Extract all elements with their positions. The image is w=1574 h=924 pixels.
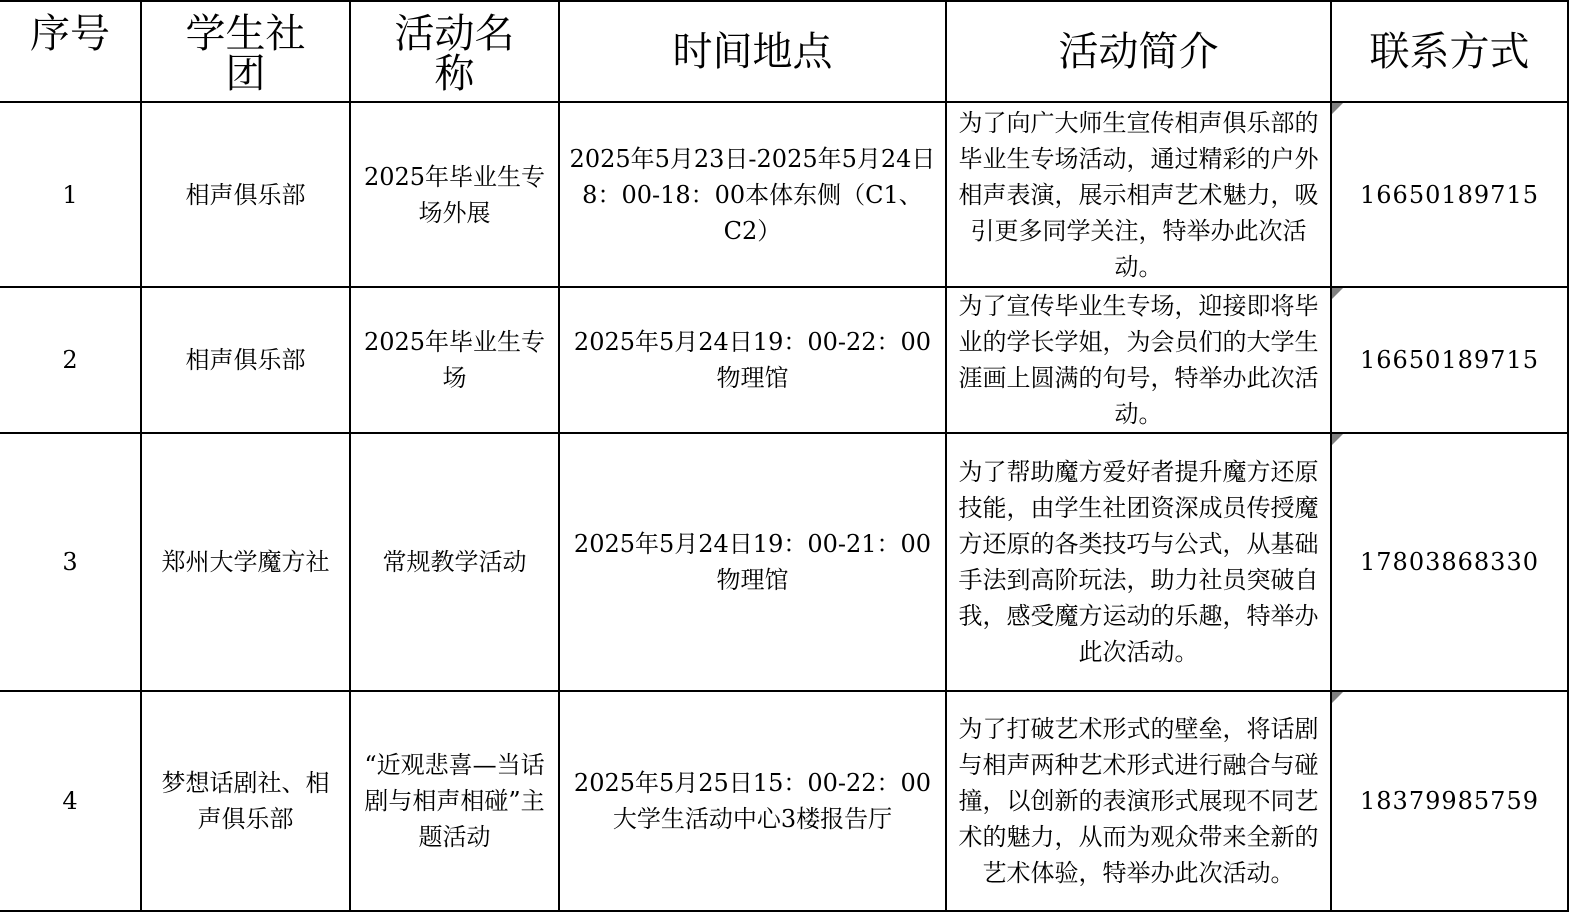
contact-value: 16650189715: [1360, 346, 1539, 374]
header-contact-label: 联系方式: [1369, 28, 1530, 75]
cell-club[interactable]: [141, 691, 350, 911]
intro-value: 为了宣传毕业生专场，迎接即将毕业的学长学姐，为会员们的大学生涯画上圆满的句号，特举办此次活动。: [958, 292, 1319, 428]
header-activity-label: 活动名称: [394, 11, 515, 97]
cell-time-place[interactable]: [559, 102, 946, 287]
comment-indicator-icon[interactable]: [1332, 692, 1343, 703]
cell-club[interactable]: [141, 287, 350, 433]
header-club-label: 学生社团: [185, 11, 306, 97]
header-time-place[interactable]: [559, 1, 946, 102]
cell-club[interactable]: [141, 433, 350, 691]
cell-index[interactable]: [0, 287, 141, 433]
table-row: [0, 287, 1568, 433]
header-contact[interactable]: [1331, 1, 1568, 102]
comment-indicator-icon[interactable]: [1332, 288, 1343, 299]
header-index-label: 序号: [30, 11, 110, 57]
activity-value: 2025年毕业生专场外展: [363, 162, 546, 227]
cell-time-place[interactable]: [559, 691, 946, 911]
cell-contact[interactable]: [1331, 102, 1568, 287]
cell-contact[interactable]: [1331, 691, 1568, 911]
comment-indicator-icon[interactable]: [1332, 434, 1343, 445]
index-value: 2: [62, 346, 78, 374]
cell-index[interactable]: [0, 102, 141, 287]
header-club[interactable]: [141, 1, 350, 102]
cell-intro[interactable]: [946, 102, 1331, 287]
cell-intro[interactable]: [946, 287, 1331, 433]
header-time-place-label: 时间地点: [672, 28, 833, 75]
cell-contact[interactable]: [1331, 287, 1568, 433]
cell-activity[interactable]: [350, 102, 559, 287]
header-activity[interactable]: [350, 1, 559, 102]
time-place-value: 2025年5月24日19：00-22：00物理馆: [573, 328, 932, 392]
cell-intro[interactable]: [946, 691, 1331, 911]
cell-index[interactable]: [0, 691, 141, 911]
contact-value: 18379985759: [1360, 787, 1539, 815]
contact-value: 17803868330: [1360, 548, 1539, 576]
cell-activity[interactable]: [350, 287, 559, 433]
header-intro[interactable]: [946, 1, 1331, 102]
table-row: [0, 691, 1568, 911]
index-value: 1: [62, 180, 78, 209]
table-row: [0, 433, 1568, 691]
club-value: 相声俱乐部: [185, 346, 306, 374]
club-value: 梦想话剧社、相声俱乐部: [161, 769, 330, 833]
activity-value: 常规教学活动: [382, 548, 527, 576]
table-row: [0, 102, 1568, 287]
intro-value: 为了打破艺术形式的壁垒，将话剧与相声两种艺术形式进行融合与碰撞，以创新的表演形式展现不同艺术的魅力，从而为观众带来全新的艺术体验，特举办此次活动。: [958, 715, 1319, 887]
time-place-value: 2025年5月24日19：00-21：00物理馆: [573, 530, 932, 594]
cell-intro[interactable]: [946, 433, 1331, 691]
cell-contact[interactable]: [1331, 433, 1568, 691]
index-value: 3: [62, 548, 78, 576]
club-value: 郑州大学魔方社: [161, 548, 330, 576]
comment-indicator-icon[interactable]: [1332, 103, 1343, 114]
contact-value: 16650189715: [1360, 180, 1539, 209]
cell-time-place[interactable]: [559, 287, 946, 433]
cell-club[interactable]: [141, 102, 350, 287]
cell-activity[interactable]: [350, 691, 559, 911]
header-index[interactable]: [0, 1, 141, 102]
intro-value: 为了帮助魔方爱好者提升魔方还原技能，由学生社团资深成员传授魔方还原的各类技巧与公式，从基础手法到高阶玩法，助力社员突破自我，感受魔方运动的乐趣，特举办此次活动。: [958, 458, 1319, 666]
cell-activity[interactable]: [350, 433, 559, 691]
activity-value: 2025年毕业生专场: [363, 328, 546, 392]
header-row: [0, 1, 1568, 102]
header-intro-label: 活动简介: [1058, 28, 1219, 75]
intro-value: 为了向广大师生宣传相声俱乐部的毕业生专场活动，通过精彩的户外相声表演，展示相声艺术魅力，吸引更多同学关注，特举办此次活动。: [958, 108, 1319, 281]
cell-time-place[interactable]: [559, 433, 946, 691]
activity-value: “近观悲喜—当话剧与相声相碰”主题活动: [364, 751, 545, 851]
time-place-value: 2025年5月23日-2025年5月24日8：00-18：00本体东侧（C1、C2）: [569, 144, 936, 245]
club-value: 相声俱乐部: [185, 180, 306, 209]
time-place-value: 2025年5月25日15：00-22：00大学生活动中心3楼报告厅: [573, 769, 932, 833]
cell-index[interactable]: [0, 433, 141, 691]
index-value: 4: [62, 787, 78, 815]
